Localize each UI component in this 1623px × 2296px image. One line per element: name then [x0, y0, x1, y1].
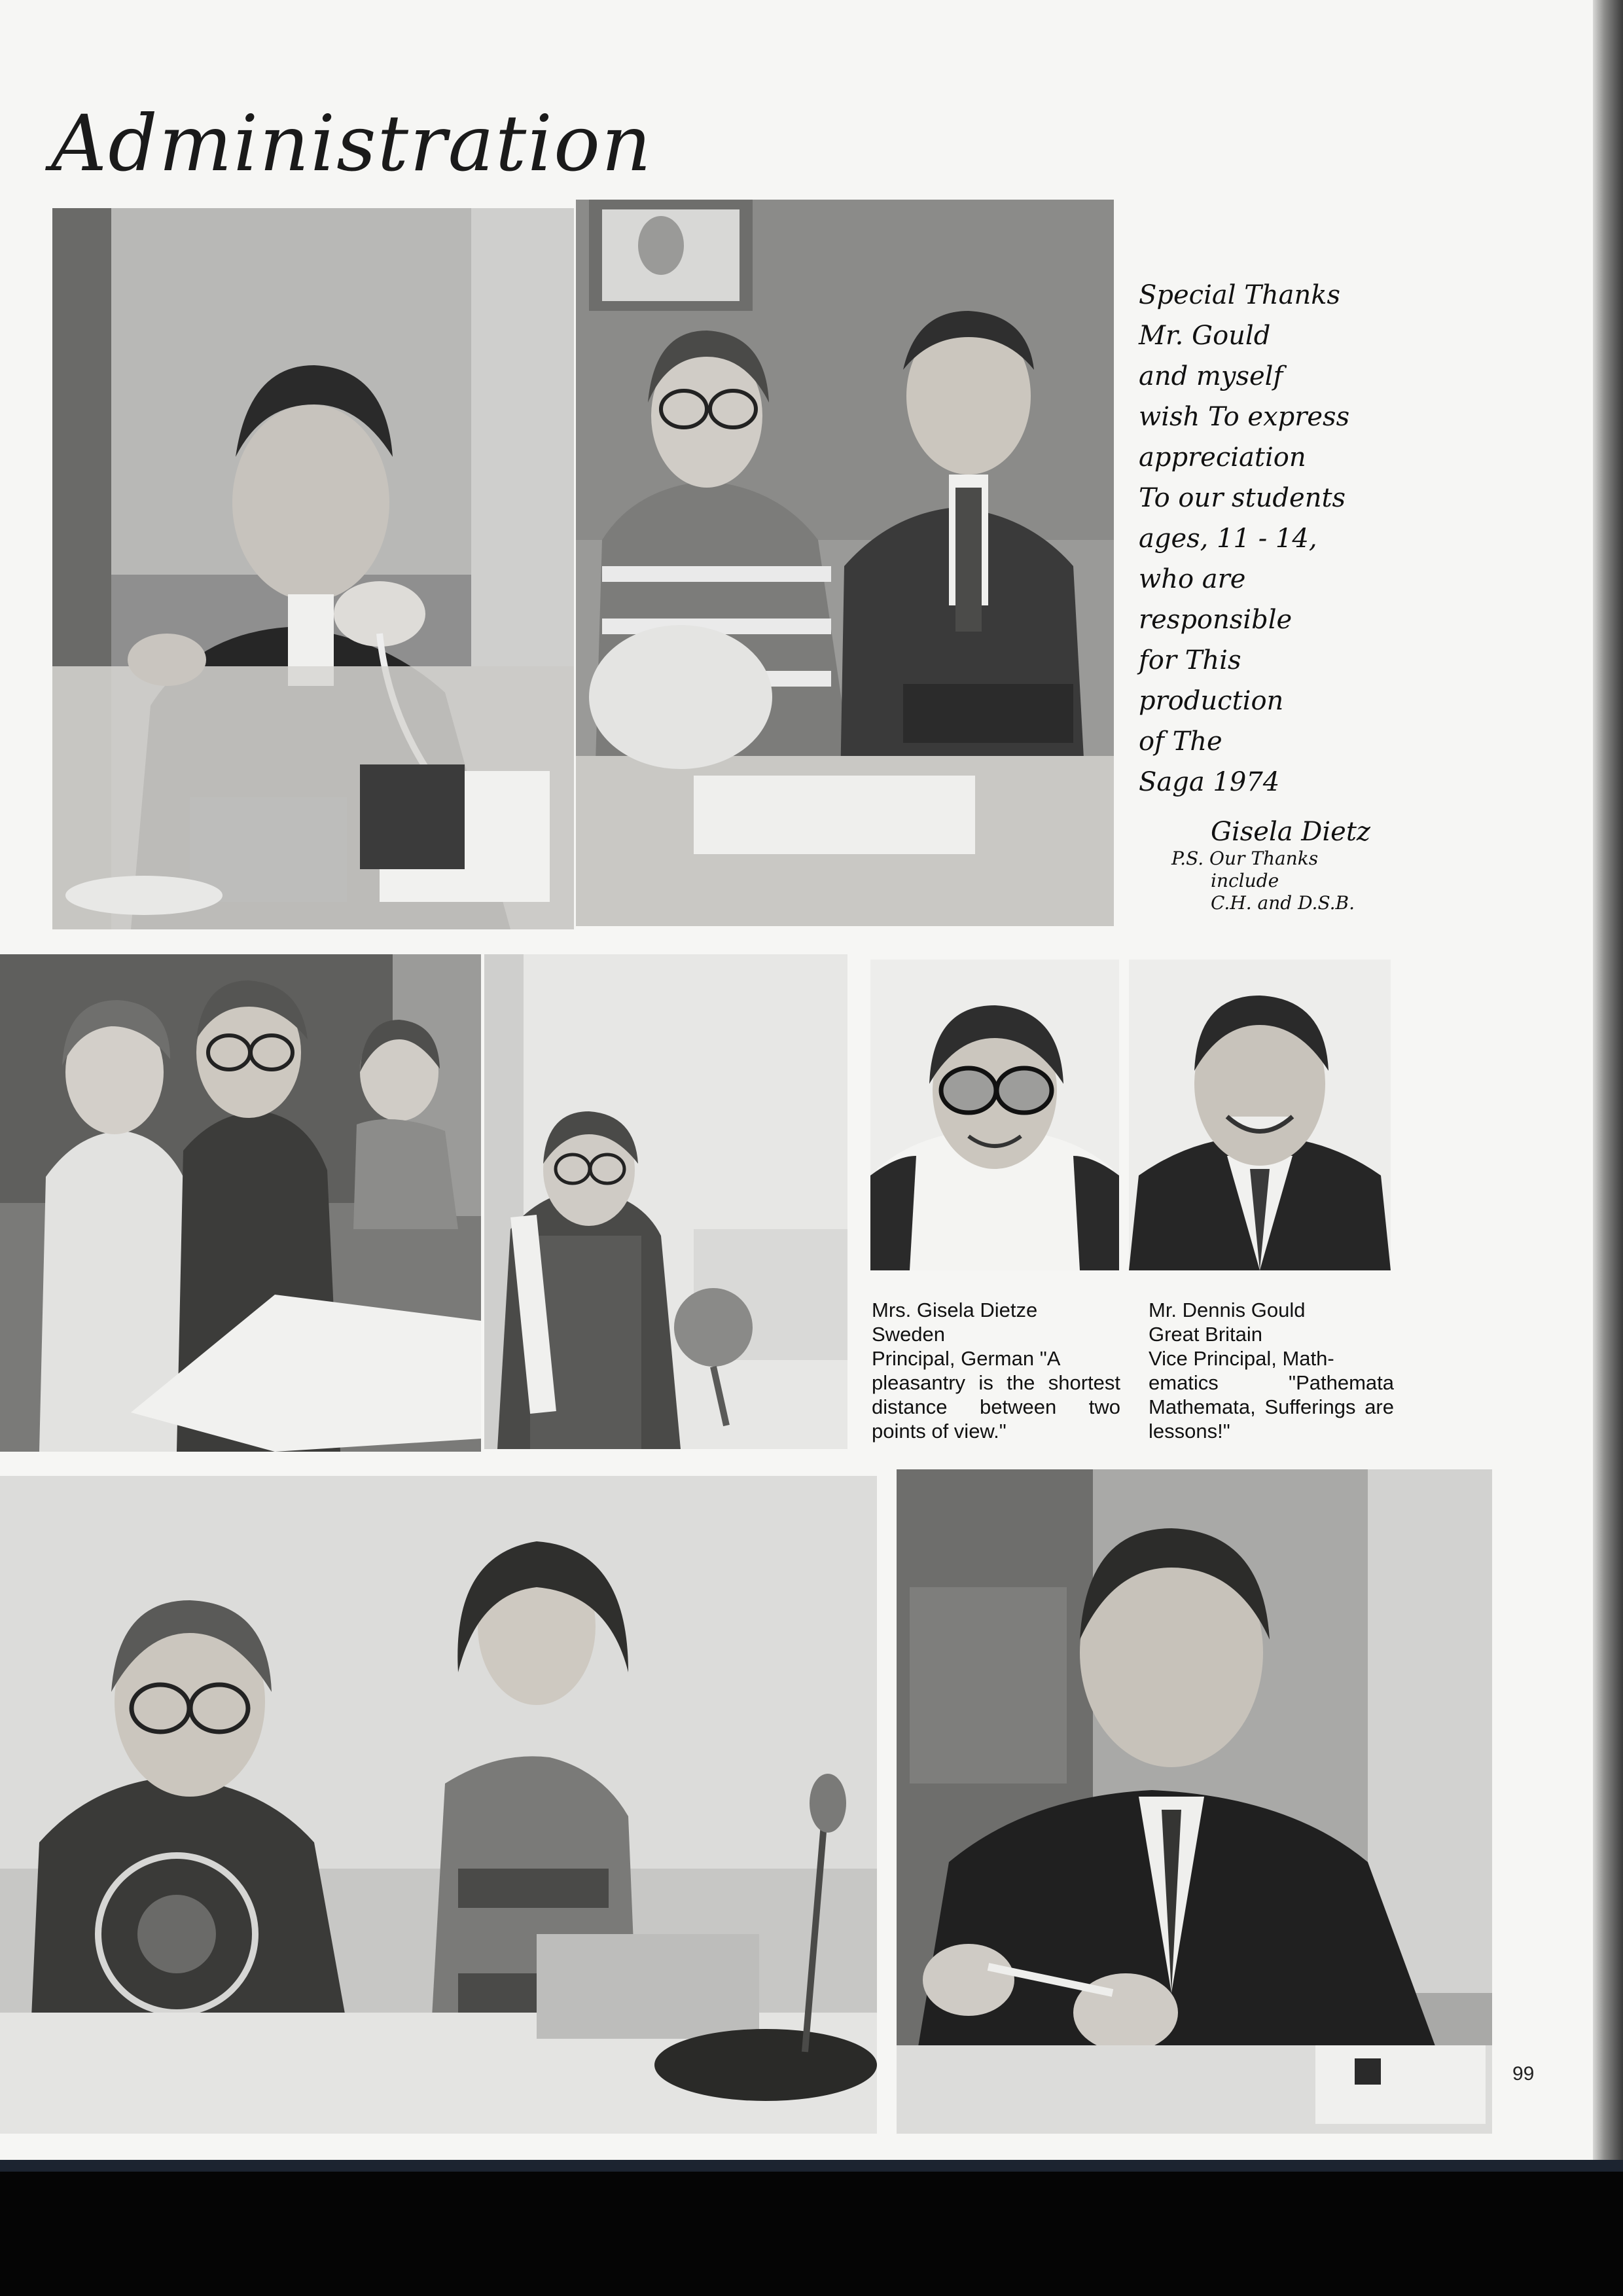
note-line: and myself	[1139, 361, 1283, 391]
photo-woman-with-children	[0, 954, 481, 1452]
note-signature: Gisela Dietz	[1211, 817, 1370, 847]
photo-woman-and-man-at-desk	[576, 200, 1114, 926]
scan-bottom-border	[0, 2160, 1623, 2296]
note-line: for This	[1139, 645, 1241, 675]
ps-line: include	[1211, 870, 1279, 891]
caption-country: Sweden	[872, 1323, 946, 1346]
note-line: of The	[1139, 726, 1222, 757]
note-line: To our students	[1139, 483, 1346, 513]
note-line: appreciation	[1139, 442, 1306, 473]
caption-gisela-dietze	[872, 1298, 1120, 1443]
note-line: ages, 11 - 14,	[1139, 524, 1317, 554]
caption-dennis-gould	[1149, 1298, 1394, 1443]
photo-two-women-at-desk	[0, 1476, 877, 2134]
caption-name: Mr. Dennis Gould	[1149, 1299, 1306, 1321]
note-line: Saga 1974	[1139, 767, 1280, 797]
note-line: responsible	[1139, 605, 1293, 635]
postscript-note	[1171, 848, 1394, 914]
note-line: who are	[1139, 564, 1246, 594]
note-line: Special Thanks	[1139, 280, 1341, 310]
handwritten-thanks-note	[1139, 275, 1420, 852]
portrait-gisela-dietze	[870, 960, 1119, 1270]
caption-quote: ematics "Pathemata Mathemata, Sufferings are lessons!"	[1149, 1371, 1394, 1443]
page-title: Administration	[51, 98, 653, 188]
page-number: 99	[1512, 2063, 1535, 2085]
caption-role: Principal, German "A	[872, 1347, 1061, 1370]
ps-line: C.H. and D.S.B.	[1211, 892, 1355, 914]
note-line: Mr. Gould	[1139, 321, 1271, 351]
caption-name: Mrs. Gisela Dietze	[872, 1299, 1038, 1321]
portrait-dennis-gould	[1129, 960, 1391, 1270]
scan-border-rim	[0, 2160, 1623, 2172]
photo-man-on-phone	[52, 208, 574, 929]
caption-country: Great Britain	[1149, 1323, 1263, 1346]
photo-man-at-desk-laughing	[897, 1469, 1492, 2134]
photo-woman-with-flowers	[484, 954, 847, 1449]
caption-quote: pleasantry is the shortest distance between two points of view."	[872, 1371, 1120, 1443]
ps-line: P.S. Our Thanks	[1171, 848, 1319, 869]
caption-role: Vice Principal, Math-	[1149, 1347, 1334, 1370]
note-line: wish To express	[1139, 402, 1350, 432]
note-line: production	[1139, 686, 1284, 716]
page-edge	[1593, 0, 1623, 2160]
